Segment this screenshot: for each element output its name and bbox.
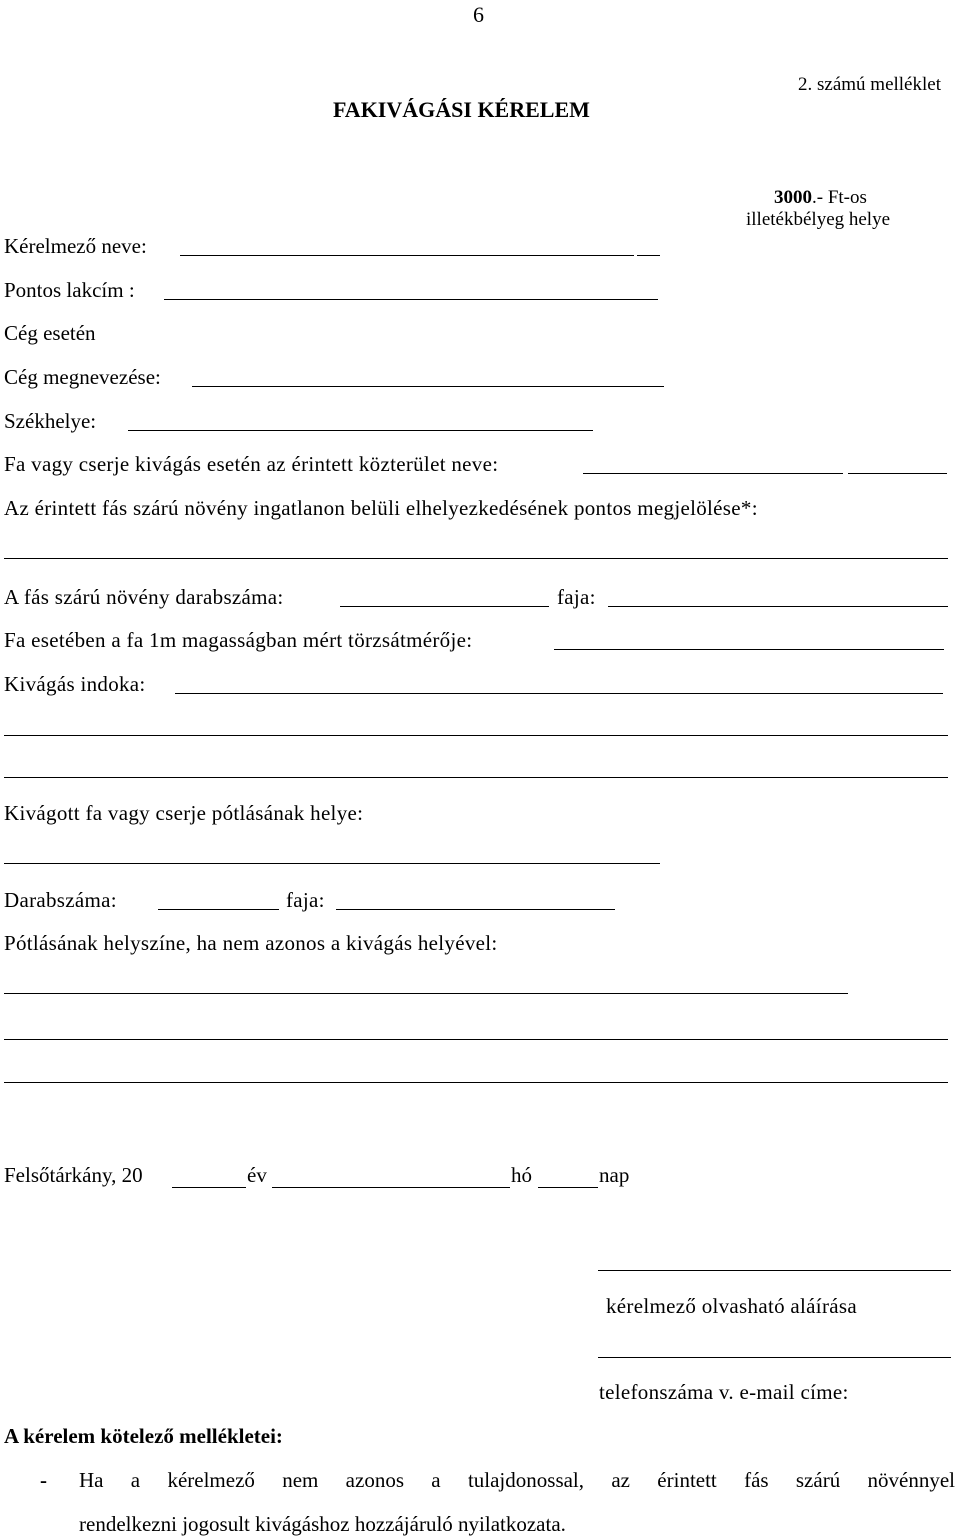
date-place-year: Felsőtárkány, 20 <box>4 1163 143 1187</box>
replacement-count-field[interactable] <box>158 909 279 910</box>
replacement-species-field[interactable] <box>336 909 615 910</box>
replacement-location-field-line3[interactable] <box>4 1082 948 1083</box>
public-area-label: Fa vagy cserje kivágás esetén az érintett közterület neve: <box>4 452 499 476</box>
replacement-location-label: Pótlásának helyszíne, ha nem azonos a kivágás helyével: <box>4 931 498 955</box>
year-field[interactable] <box>172 1187 246 1188</box>
applicant-name-field-extra <box>637 255 660 256</box>
company-name-label: Cég megnevezése: <box>4 365 161 389</box>
species-field[interactable] <box>608 606 948 607</box>
contact-label: telefonszáma v. e-mail címe: <box>599 1380 849 1404</box>
reason-field-line2[interactable] <box>4 735 948 736</box>
month-field[interactable] <box>272 1187 510 1188</box>
page-title: FAKIVÁGÁSI KÉRELEM <box>333 97 590 122</box>
contact-field[interactable] <box>598 1357 951 1358</box>
address-field[interactable] <box>164 299 658 300</box>
year-word: év <box>247 1163 267 1187</box>
diameter-field[interactable] <box>554 649 944 650</box>
count-label: A fás szárú növény darabszáma: <box>4 585 284 609</box>
reason-field[interactable] <box>175 693 943 694</box>
signature-label: kérelmező olvasható aláírása <box>606 1294 857 1318</box>
location-field[interactable] <box>4 558 948 559</box>
company-name-field[interactable] <box>192 386 664 387</box>
replacement-species-label: faja: <box>286 888 325 912</box>
public-area-field[interactable] <box>583 473 843 474</box>
stamp-line1 <box>774 188 867 207</box>
reason-field-line3[interactable] <box>4 777 948 778</box>
stamp-amount: 3000 <box>774 187 812 208</box>
public-area-field-extra <box>848 473 947 474</box>
species-label: faja: <box>557 585 596 609</box>
replacement-location-field-line2[interactable] <box>4 1039 948 1040</box>
signature-field[interactable] <box>598 1270 951 1271</box>
count-field[interactable] <box>340 606 549 607</box>
replacement-location-field[interactable] <box>4 993 848 994</box>
annex-label: 2. számú melléklet <box>798 74 941 95</box>
seat-field[interactable] <box>128 430 593 431</box>
replacement-place-label: Kivágott fa vagy cserje pótlásának helye: <box>4 801 364 825</box>
attachments-heading: A kérelem kötelező mellékletei: <box>4 1424 283 1448</box>
seat-label: Székhelye: <box>4 409 97 433</box>
stamp-currency: .- Ft-os <box>812 187 867 208</box>
attachment-bullet: - <box>40 1468 47 1492</box>
diameter-label: Fa esetében a fa 1m magasságban mért törzsátmérője: <box>4 628 473 652</box>
day-word: nap <box>599 1163 630 1187</box>
attachment-item-line1: Ha a kérelmező nem azonos a tulajdonossal, az érintett fás szárú növénnyel <box>79 1468 955 1492</box>
applicant-name-label: Kérelmező neve: <box>4 234 147 258</box>
stamp-line2: illetékbélyeg helye <box>746 209 891 230</box>
applicant-name-field[interactable] <box>180 255 634 256</box>
page-number: 6 <box>473 2 484 27</box>
month-word: hó <box>511 1163 532 1187</box>
company-case-label: Cég esetén <box>4 321 96 345</box>
address-label: Pontos lakcím : <box>4 278 135 302</box>
replacement-count-label: Darabszáma: <box>4 888 117 912</box>
reason-label: Kivágás indoka: <box>4 672 146 696</box>
replacement-place-field[interactable] <box>4 863 660 864</box>
attachment-item-line2: rendelkezni jogosult kivágáshoz hozzájáruló nyilatkozata. <box>79 1512 566 1536</box>
location-label: Az érintett fás szárú növény ingatlanon belüli elhelyezkedésének pontos megjelölése*: <box>4 496 758 520</box>
day-field[interactable] <box>538 1187 598 1188</box>
